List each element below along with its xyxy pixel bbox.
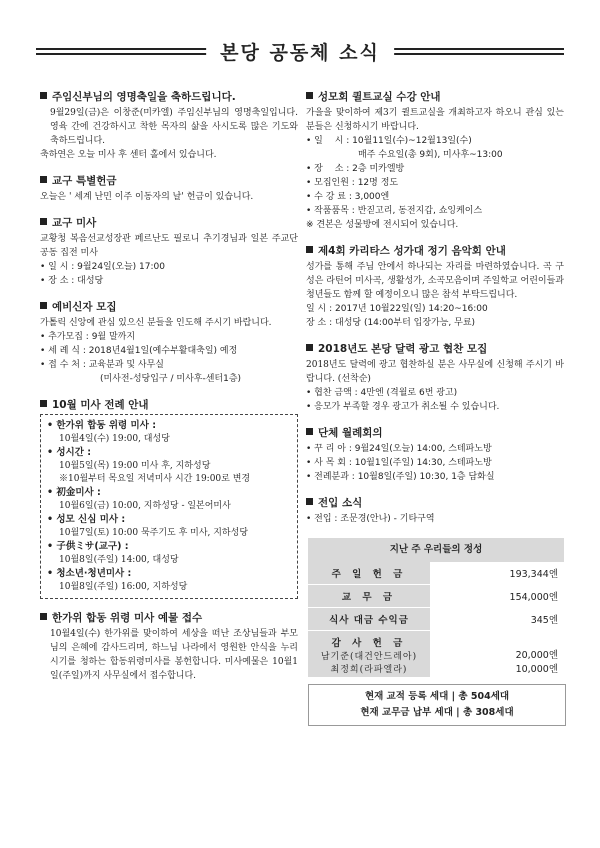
table-row	[308, 562, 564, 585]
paragraph: 성가를 통해 주님 안에서 하나되는 자리를 마련하였습니다. 곡 구성은 라틴어 미사곡, 생활성가, 소곡모음이며 주일학교 어린이들과 청년들도 함께 할 예정이오니 많은 참석 부탁드립니다.	[306, 262, 564, 300]
section-new-members	[306, 496, 564, 526]
donor-name: 최정희(라파엘라)	[330, 665, 408, 675]
section-heading: 10월 미사 전례 안내	[40, 398, 298, 413]
liturgy-box	[40, 414, 298, 599]
list-item: • 모집인원 : 12명 정도	[306, 178, 399, 188]
square-bullet-icon	[40, 176, 47, 183]
donor-amounts	[430, 631, 564, 678]
section-heading: 전입 소식	[306, 496, 564, 511]
section-diocese-mass	[40, 216, 298, 288]
offering-amount: 154,000엔	[430, 585, 564, 608]
liturgy-item-detail: 10월5일(목) 19:00 미사 후, 지하성당	[59, 461, 211, 471]
section-heading: 성모회 퀼트교실 수강 안내	[306, 90, 564, 105]
liturgy-item-title: • 初金미사 :	[47, 487, 101, 498]
list-item: • 전례분과 : 10월8일(주일) 10:30, 1층 담화실	[306, 472, 495, 482]
liturgy-item-detail: 10월6일(금) 10:00, 지하성당 - 일본어미사	[59, 501, 231, 511]
offering-table	[308, 562, 564, 678]
list-item: • 장 소 : 대성당	[40, 276, 104, 286]
paragraph: 2018년도 달력에 광고 협찬하실 분은 사무실에 신청해 주시기 바랍니다. (선착순)	[306, 360, 564, 384]
square-bullet-icon	[40, 218, 47, 225]
list-item: ※ 견본은 성물방에 전시되어 있습니다.	[306, 220, 459, 230]
liturgy-item-detail: 10월8일(주일) 16:00, 지하성당	[59, 582, 188, 592]
section-heading: 주임신부님의 영명축일을 축하드립니다.	[40, 90, 298, 105]
section-heading: 한가위 합동 위령 미사 예물 접수	[40, 611, 298, 626]
section-memorial-offering	[40, 611, 298, 683]
section-monthly-meetings	[306, 426, 564, 484]
list-item: • 사 목 회 : 10월1일(주일) 14:30, 스테파노방	[306, 458, 492, 468]
liturgy-item-title: • 성시간 :	[47, 447, 92, 458]
paragraph: 가을을 맞이하여 제3기 퀼트교실을 개최하고자 하오니 관심 있는 분들은 신청하시기 바랍니다.	[306, 108, 564, 132]
offering-amount: 10,000엔	[515, 664, 558, 675]
square-bullet-icon	[306, 428, 313, 435]
list-item: (미사전-성당입구 / 미사후-센터1층)	[100, 374, 242, 384]
square-bullet-icon	[306, 92, 313, 99]
offering-amount: 193,344엔	[430, 562, 564, 585]
section-choir-concert	[306, 244, 564, 330]
offering-amount: 20,000엔	[515, 650, 558, 661]
liturgy-item-note: ※10월부터 목요일 저녁미사 시간 19:00로 변경	[59, 474, 251, 484]
section-quilt-class	[306, 90, 564, 232]
section-feast-day	[40, 90, 298, 162]
paying-households: 현재 교무금 납부 세대 | 총 308세대	[360, 707, 514, 718]
section-heading: 제4회 카리타스 성가대 정기 음악회 안내	[306, 244, 564, 259]
paragraph: 9월29일(금)은 이창준(미카엘) 주임신부님의 영명축일입니다. 영육 간에 건강하시고 착한 목자의 삶을 사시도록 많은 기도와 축하드립니다.	[50, 108, 298, 146]
section-heading: 2018년도 본당 달력 광고 협찬 모집	[306, 342, 564, 357]
paragraph: 가톨릭 신앙에 관심 있으신 분들을 인도해 주시기 바랍니다.	[40, 318, 272, 328]
section-heading: 단체 월례회의	[306, 426, 564, 441]
liturgy-item-title: • 子供ミサ(교구) :	[47, 541, 129, 552]
offering-table-heading: 지난 주 우리들의 정성	[308, 538, 564, 562]
offering-label: 감 사 헌 금	[331, 638, 407, 649]
page-title-bar	[36, 40, 564, 66]
section-heading: 예비신자 모집	[40, 300, 298, 315]
liturgy-item-detail: 10월4일(수) 19:00, 대성당	[59, 434, 170, 444]
liturgy-item-title: • 청소년·청년미사 :	[47, 568, 132, 579]
list-item: • 작품품목 : 반짇고리, 동전지갑, 쇼잉케이스	[306, 206, 483, 216]
liturgy-item-title: • 성모 신심 미사 :	[47, 514, 126, 525]
offering-label: 주 일 헌 금	[308, 562, 430, 585]
list-item: • 응모가 부족할 경우 광고가 취소될 수 있습니다.	[306, 402, 500, 412]
paragraph: 교황청 복음선교성장관 페르난도 필로니 추기경님과 일본 주교단 공동 집전 미사	[40, 234, 298, 258]
page-title: 본당 공동체 소식	[206, 40, 394, 66]
section-heading: 교구 특별헌금	[40, 174, 298, 189]
section-catechumen	[40, 300, 298, 386]
list-item: 매주 수요일(총 9회), 미사후~13:00	[358, 150, 503, 160]
square-bullet-icon	[306, 498, 313, 505]
section-heading: 교구 미사	[40, 216, 298, 231]
section-special-collection	[40, 174, 298, 204]
paragraph: 10월4일(수) 한가위를 맞이하여 세상을 떠난 조상님들과 부모님의 은혜에 감사드리며, 하느님 나라에서 영원한 안식을 누리시기를 청하는 합동위령미사를 봉헌합니다. 미사예물은 10월1일(주일)까지 사무실에서 접수합니다.	[50, 629, 298, 681]
list-item: • 접 수 처 : 교육분과 및 사무실	[40, 360, 165, 370]
household-summary	[308, 684, 566, 726]
table-row	[308, 608, 564, 631]
square-bullet-icon	[306, 246, 313, 253]
offering-label: 식사 대금 수익금	[308, 608, 430, 631]
list-item: • 협찬 금액 : 4만엔 (격월로 6번 광고)	[306, 388, 458, 398]
paragraph: 오늘은 ' 세계 난민 이주 이동자의 날' 헌금이 있습니다.	[40, 192, 254, 202]
list-item: • 전입 : 조문경(안나) - 기타구역	[306, 514, 435, 524]
list-item: • 장 소 : 2층 미카엘방	[306, 164, 405, 174]
list-item: • 세 례 식 : 2018년4월1일(예수부활대축일) 예정	[40, 346, 238, 356]
list-item: • 일 시 : 9월24일(오늘) 17:00	[40, 262, 165, 272]
square-bullet-icon	[306, 344, 313, 351]
list-item: 일 시 : 2017년 10월22일(일) 14:20~16:00	[306, 304, 488, 314]
section-calendar-ads	[306, 342, 564, 414]
left-column	[40, 90, 298, 695]
donor-name: 남기준(대건안드레아)	[320, 652, 418, 662]
list-item: • 추가모집 : 9월 말까지	[40, 332, 136, 342]
square-bullet-icon	[40, 92, 47, 99]
liturgy-item-detail: 10월8일(주일) 14:00, 대성당	[59, 555, 179, 565]
right-column	[306, 90, 564, 726]
list-item: • 꾸 리 아 : 9월24일(오늘) 14:00, 스테파노방	[306, 444, 492, 454]
square-bullet-icon	[40, 400, 47, 407]
thanksgiving-offering	[308, 631, 430, 678]
list-item: 장 소 : 대성당 (14:00부터 입장가능, 무료)	[306, 318, 476, 328]
square-bullet-icon	[40, 613, 47, 620]
offering-label: 교 무 금	[308, 585, 430, 608]
section-october-liturgy	[40, 398, 298, 599]
liturgy-item-detail: 10월7일(토) 10:00 묵주기도 후 미사, 지하성당	[59, 528, 249, 538]
paragraph: 축하연은 오늘 미사 후 센터 홀에서 있습니다.	[40, 150, 217, 160]
list-item: • 수 강 료 : 3,000엔	[306, 192, 390, 202]
square-bullet-icon	[40, 302, 47, 309]
table-row	[308, 585, 564, 608]
list-item: • 일 시 : 10월11일(수)~12월13일(수)	[306, 136, 472, 146]
offering-amount: 345엔	[430, 608, 564, 631]
registered-households: 현재 교적 등록 세대 | 총 504세대	[364, 691, 510, 702]
liturgy-item-title: • 한가위 합동 위령 미사 :	[47, 420, 157, 431]
table-row	[308, 631, 564, 678]
